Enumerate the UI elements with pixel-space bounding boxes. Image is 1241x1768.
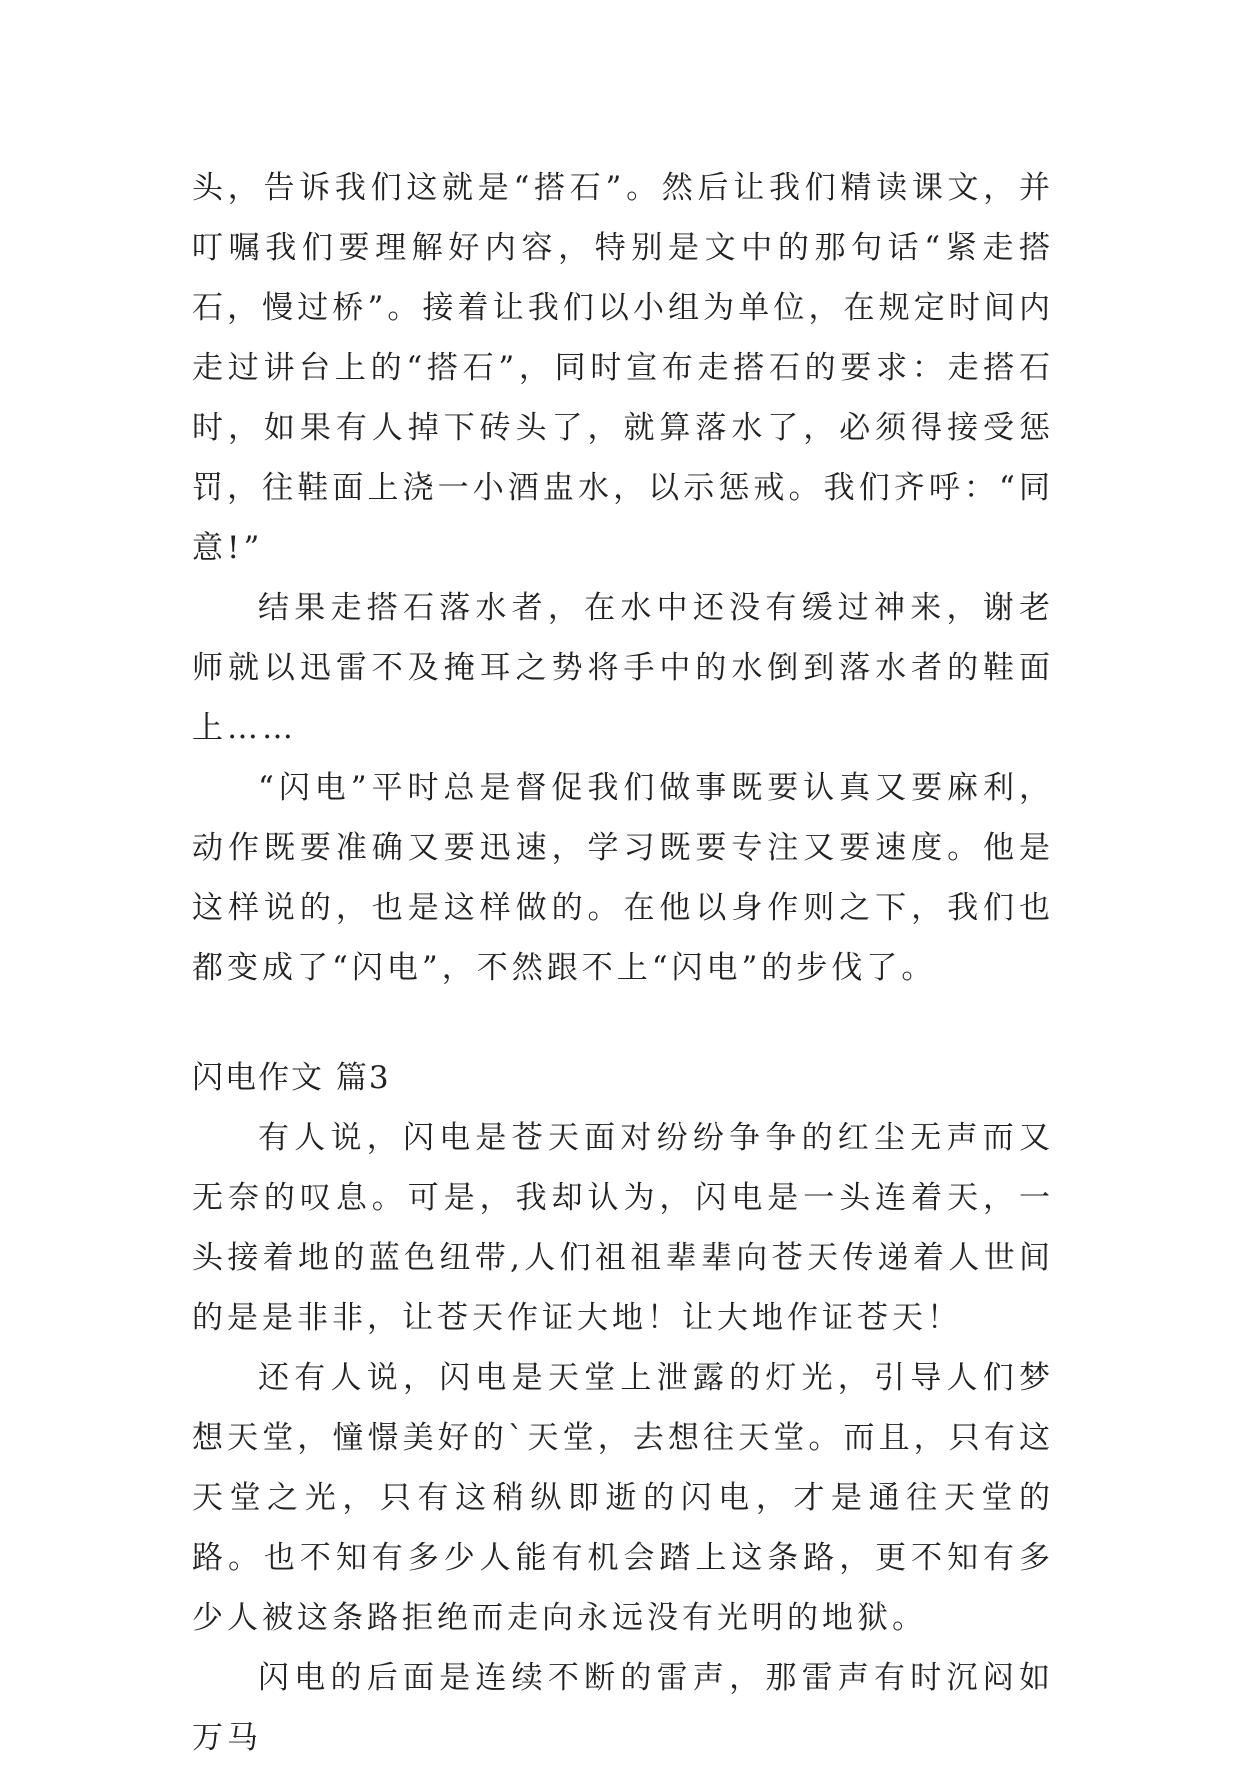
section-title: 闪电作文 篇3 [192,1060,391,1096]
paragraph: 还有人说，闪电是天堂上泄露的灯光，引导人们梦想天堂，憧憬美好的`天堂，去想往天堂。而且，只有这天堂之光，只有这稍纵即逝的闪电，才是通往天堂的路。也不知有多少人能有机会踏上这条路，更不知有多少人被这条路拒绝而走向永远没有光明的地狱。 [192,1360,1054,1636]
paragraph-continued: 头，告诉我们这就是“搭石”。然后让我们精读课文，并叮嘱我们要理解好内容，特别是文中的那句话“紧走搭石，慢过桥”。接着让我们以小组为单位，在规定时间内走过讲台上的“搭石”，同时宣布走搭石的要求：走搭石时，如果有人掉下砖头了，就算落水了，必须得接受惩罚，往鞋面上浇一小酒盅水，以示惩戒。我们齐呼：“同意!” [192,170,1054,566]
paragraph: 有人说，闪电是苍天面对纷纷争争的红尘无声而又无奈的叹息。可是，我却认为，闪电是一头连着天，一头接着地的蓝色纽带,人们祖祖辈辈向苍天传递着人世间的是是非非，让苍天作证大地！让大地作证苍天！ [192,1120,1054,1336]
paragraph: 闪电的后面是连续不断的雷声，那雷声有时沉闷如万马 [192,1660,1054,1756]
paragraph: 结果走搭石落水者，在水中还没有缓过神来，谢老师就以迅雷不及掩耳之势将手中的水倒到落水者的鞋面上…… [192,590,1054,746]
paragraph: “闪电”平时总是督促我们做事既要认真又要麻利，动作既要准确又要迅速，学习既要专注又要速度。他是这样说的，也是这样做的。在他以身作则之下，我们也都变成了“闪电”，不然跟不上“闪电”的步伐了。 [192,770,1054,986]
document-body [192,158,1054,1768]
